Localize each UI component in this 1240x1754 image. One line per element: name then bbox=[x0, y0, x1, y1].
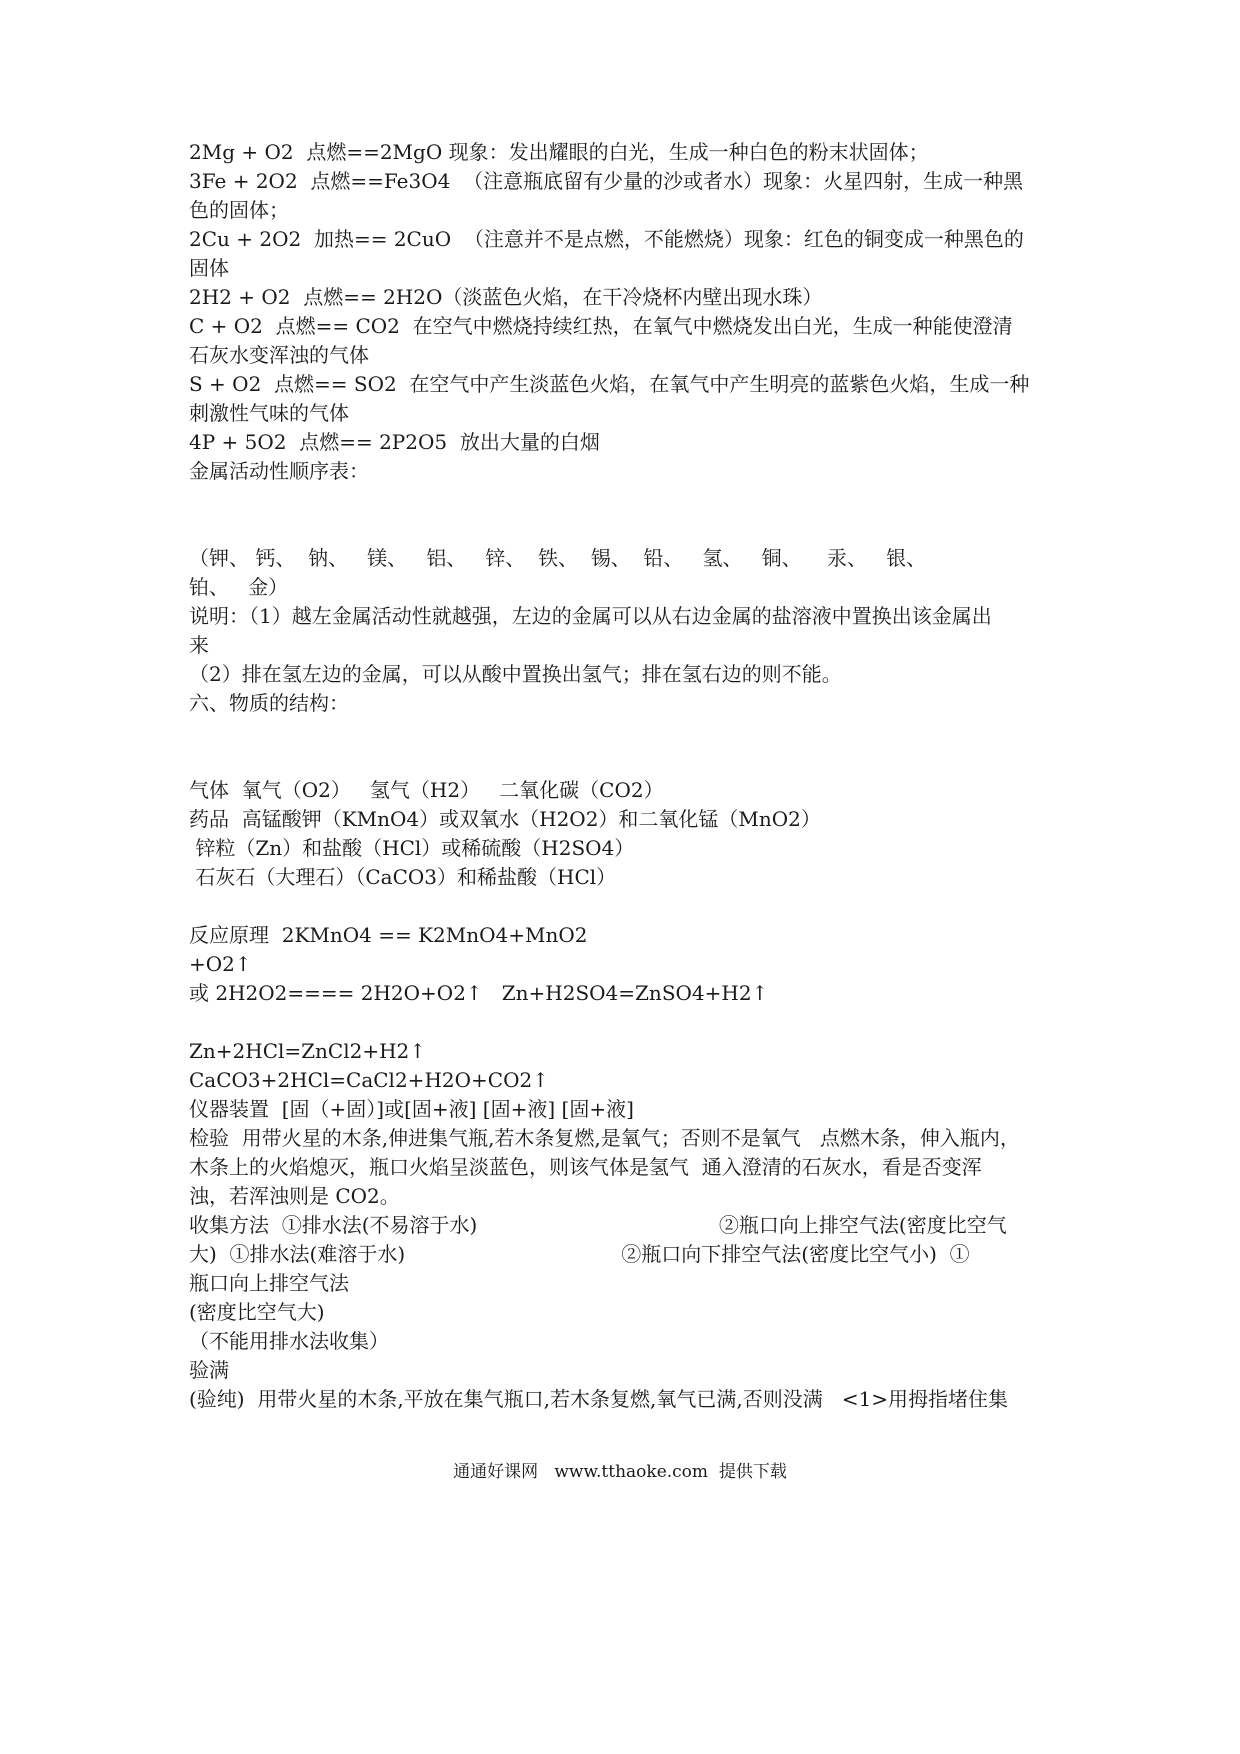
text-line: 浊，若浑浊则是 CO2。 bbox=[189, 1184, 400, 1208]
text-line: 石灰石（大理石）（CaCO3）和稀盐酸（HCl） bbox=[189, 865, 617, 889]
text-line: 锌粒（Zn）和盐酸（HCl）或稀硫酸（H2SO4） bbox=[189, 836, 635, 860]
text-line: 仪器装置 [固（+固）]或[固+液] [固+液] [固+液] bbox=[189, 1097, 634, 1121]
text-line: CaCO3+2HCl=CaCl2+H2O+CO2↑ bbox=[189, 1068, 549, 1092]
section-heading: 六、物质的结构： bbox=[189, 691, 349, 715]
text-line: (验纯) 用带火星的木条,平放在集气瓶口,若木条复燃,氧气已满,否则没满 <1>用拇指堵住集 bbox=[189, 1387, 1009, 1411]
text-line: 2Mg + O2 点燃==2MgO 现象：发出耀眼的白光，生成一种白色的粉末状固体； bbox=[189, 140, 929, 164]
metal-series-line: （钾、 钙、 钠、 镁、 铝、 锌、 铁、 锡、 铅、 氢、 铜、 汞、 银、 bbox=[189, 546, 927, 570]
text-line: (密度比空气大) bbox=[189, 1300, 325, 1324]
text-line: 药品 高锰酸钾（KMnO4）或双氧水（H2O2）和二氧化锰（MnO2） bbox=[189, 807, 821, 831]
text-line: 4P + 5O2 点燃== 2P2O5 放出大量的白烟 bbox=[189, 430, 600, 454]
text-line: +O2↑ bbox=[189, 952, 252, 976]
text-line: 木条上的火焰熄灭，瓶口火焰呈淡蓝色，则该气体是氢气 通入澄清的石灰水，看是否变浑 bbox=[189, 1155, 982, 1179]
text-line: 固体 bbox=[189, 256, 229, 280]
text-line: Zn+2HCl=ZnCl2+H2↑ bbox=[189, 1039, 427, 1063]
metal-series-line: 铂、 金） bbox=[189, 575, 289, 599]
text-line: 金属活动性顺序表： bbox=[189, 459, 369, 483]
text-line: 反应原理 2KMnO4 == K2MnO4+MnO2 bbox=[189, 923, 588, 947]
text-line: 收集方法 ①排水法(不易溶于水) ②瓶口向上排空气法(密度比空气 bbox=[189, 1213, 1007, 1237]
text-line: 大) ①排水法(难溶于水) ②瓶口向下排空气法(密度比空气小) ① bbox=[189, 1242, 970, 1266]
text-line: 2H2 + O2 点燃== 2H2O（淡蓝色火焰，在干冷烧杯内壁出现水珠） bbox=[189, 285, 823, 309]
text-line: 验满 bbox=[189, 1358, 229, 1382]
text-line: 石灰水变浑浊的气体 bbox=[189, 343, 369, 367]
text-line: 瓶口向上排空气法 bbox=[189, 1271, 349, 1295]
text-line: 气体 氧气（O2） 氢气（H2） 二氧化碳（CO2） bbox=[189, 778, 664, 802]
text-line: 检验 用带火星的木条,伸进集气瓶,若木条复燃,是氧气；否则不是氧气 点燃木条，伸入瓶内， bbox=[189, 1126, 1020, 1150]
text-line: （2）排在氢左边的金属，可以从酸中置换出氢气；排在氢右边的则不能。 bbox=[189, 662, 842, 686]
text-line: 刺激性气味的气体 bbox=[189, 401, 349, 425]
text-line: S + O2 点燃== SO2 在空气中产生淡蓝色火焰，在氧气中产生明亮的蓝紫色火焰，生成一种 bbox=[189, 372, 1030, 396]
page-footer: 通通好课网 www.tthaoke.com 提供下载 bbox=[453, 1462, 787, 1482]
text-line: 或 2H2O2==== 2H2O+O2↑ Zn+H2SO4=ZnSO4+H2↑ bbox=[189, 981, 769, 1005]
text-line: C + O2 点燃== CO2 在空气中燃烧持续红热，在氧气中燃烧发出白光，生成一种能使澄清 bbox=[189, 314, 1013, 338]
text-line: （不能用排水法收集） bbox=[189, 1329, 389, 1353]
text-line: 色的固体； bbox=[189, 198, 289, 222]
text-line: 2Cu + 2O2 加热== 2CuO （注意并不是点燃，不能燃烧）现象：红色的铜变成一种黑色的 bbox=[189, 227, 1024, 251]
text-line: 说明：（1）越左金属活动性就越强，左边的金属可以从右边金属的盐溶液中置换出该金属出 bbox=[189, 604, 992, 628]
text-line: 3Fe + 2O2 点燃==Fe3O4 （注意瓶底留有少量的沙或者水）现象：火星四射，生成一种黑 bbox=[189, 169, 1024, 193]
text-line: 来 bbox=[189, 633, 209, 657]
